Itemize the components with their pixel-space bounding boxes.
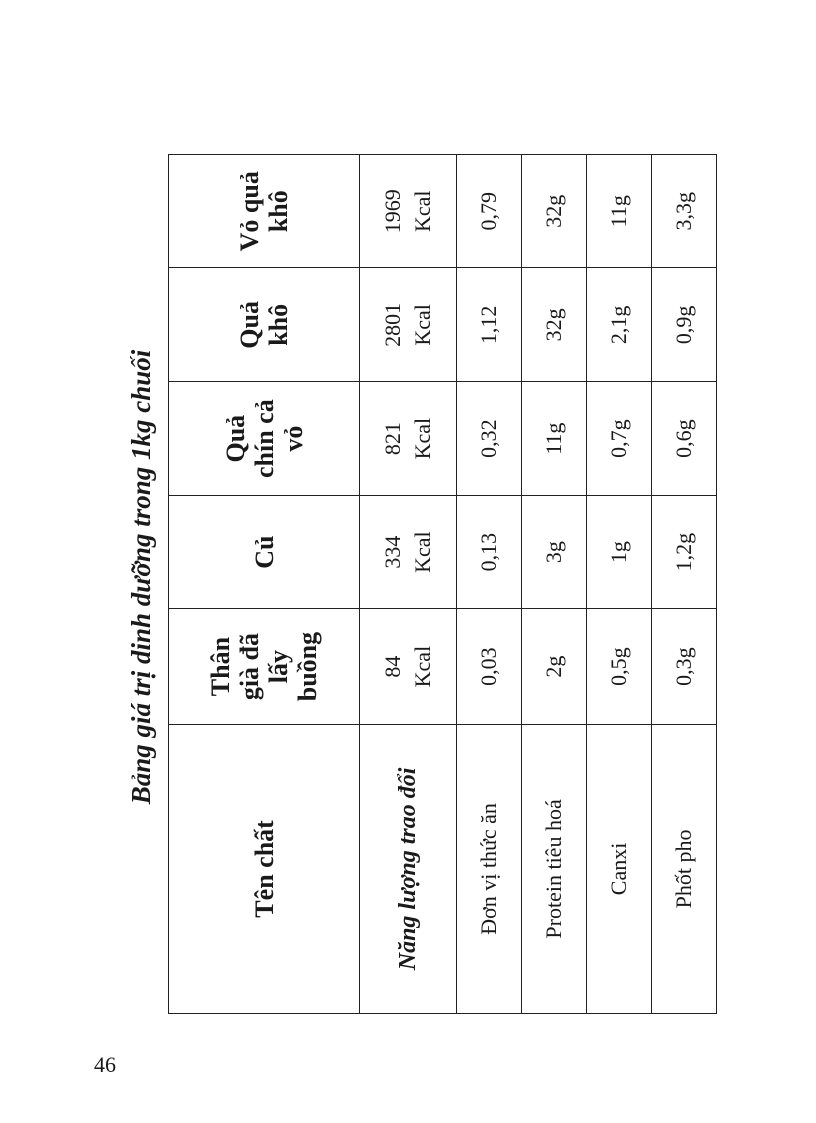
table-header-row — [169, 155, 360, 1014]
cell-protein-col-5: 32g — [522, 155, 587, 269]
header-col-3 — [169, 382, 360, 496]
header-col-5 — [169, 155, 360, 269]
cell-protein-col-4: 32g — [522, 268, 587, 382]
row-label-energy: Năng lượng trao đổi — [360, 724, 457, 1013]
cell-value: 821 — [380, 422, 405, 456]
row-label-feed-unit: Đơn vị thức ăn — [457, 724, 522, 1013]
cell-calcium-col-5: 11g — [587, 155, 652, 269]
cell-phosphorus-col-3: 0,6g — [652, 382, 717, 496]
row-label-phosphorus: Phốt pho — [652, 724, 717, 1013]
cell-protein-col-3: 11g — [522, 382, 587, 496]
cell-phosphorus-col-2: 1,2g — [652, 496, 717, 609]
cell-phosphorus-col-5: 3,3g — [652, 155, 717, 269]
cell-value: 1969 — [380, 189, 405, 234]
cell-value: 2801 — [380, 302, 405, 347]
cell-phosphorus-col-1: 0,3g — [652, 609, 717, 725]
cell-value: 334 — [380, 535, 405, 569]
header-col-3-line-2: chín cả — [249, 399, 279, 479]
table-title: Bảng giá trị dinh dưỡng trong 1kg chuối — [126, 349, 156, 805]
cell-unit: Kcal — [410, 645, 435, 688]
cell-calcium-col-2: 1g — [587, 496, 652, 609]
header-col-4 — [169, 268, 360, 382]
cell-energy-col-2 — [360, 496, 457, 609]
header-col-5-line-2: khô — [264, 190, 293, 233]
header-col-2-line-1: Củ — [249, 535, 279, 569]
header-col-3-line-3: vỏ — [278, 425, 308, 452]
header-name: Tên chất — [169, 724, 360, 1013]
cell-energy-col-4 — [360, 268, 457, 382]
cell-unit: Kcal — [410, 417, 435, 460]
row-label-calcium: Canxi — [587, 724, 652, 1013]
cell-feed-unit-col-3: 0,32 — [457, 382, 522, 496]
row-label-protein: Protein tiêu hoá — [522, 724, 587, 1013]
cell-protein-col-2: 3g — [522, 496, 587, 609]
cell-value: 84 — [380, 655, 405, 678]
table-row — [457, 155, 522, 1014]
cell-energy-col-3 — [360, 382, 457, 496]
cell-energy-col-1 — [360, 609, 457, 725]
cell-calcium-col-4: 2,1g — [587, 268, 652, 382]
table-row — [522, 155, 587, 1014]
cell-phosphorus-col-4: 0,9g — [652, 268, 717, 382]
rotated-table-block — [118, 140, 696, 1014]
cell-unit: Kcal — [410, 531, 435, 573]
cell-protein-col-1: 2g — [522, 609, 587, 725]
cell-feed-unit-col-1: 0,03 — [457, 609, 522, 725]
table-row — [652, 155, 717, 1014]
header-col-4-line-1: Quả — [235, 301, 264, 349]
page-number: 46 — [94, 1052, 116, 1077]
table-row — [587, 155, 652, 1014]
header-col-2 — [169, 496, 360, 609]
cell-feed-unit-col-5: 0,79 — [457, 155, 522, 269]
header-col-5-line-1: Vỏ quả — [235, 171, 264, 252]
table-row — [360, 155, 457, 1014]
cell-calcium-col-3: 0,7g — [587, 382, 652, 496]
cell-energy-col-5 — [360, 155, 457, 269]
cell-feed-unit-col-2: 0,13 — [457, 496, 522, 609]
header-col-1-line-4: buồng — [293, 631, 322, 702]
header-col-1-line-1: Thân — [206, 636, 235, 697]
cell-calcium-col-1: 0,5g — [587, 609, 652, 725]
header-col-1-line-3: lấy — [264, 649, 293, 684]
header-col-1-line-2: già đã — [235, 632, 264, 701]
header-col-3-line-1: Quả — [220, 414, 250, 463]
cell-unit: Kcal — [410, 304, 435, 346]
nutrition-table — [168, 154, 717, 1014]
cell-feed-unit-col-4: 1,12 — [457, 268, 522, 382]
header-col-4-line-2: khô — [264, 303, 293, 346]
header-col-1 — [169, 609, 360, 725]
cell-unit: Kcal — [410, 190, 435, 233]
